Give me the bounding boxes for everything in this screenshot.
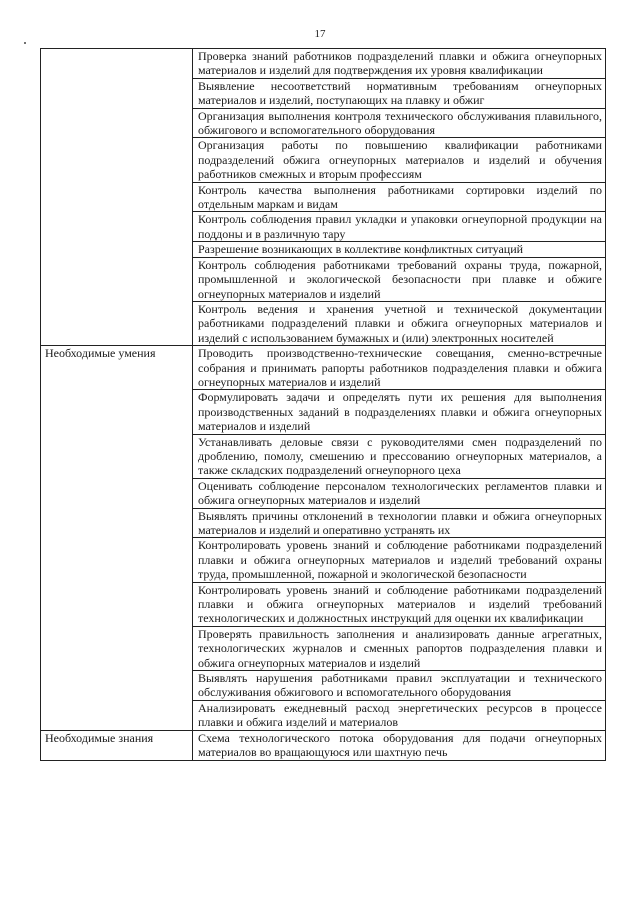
requirement-item: Контроль соблюдения работниками требований охраны труда, пожарной, промышленной и экологической безопасности при плавке и обжиге огнеупорных материалов и изделий: [193, 257, 606, 301]
requirement-item: Разрешение возникающих в коллективе конфликтных ситуаций: [193, 242, 606, 257]
requirement-item: Оценивать соблюдение персоналом технологических регламентов плавки и обжига огнеупорных материалов и изделий: [193, 478, 606, 508]
requirement-item: Организация выполнения контроля технического обслуживания плавильного, обжигового и вспомогательного оборудования: [193, 108, 606, 138]
requirements-table: [40, 48, 606, 761]
requirement-item: Выявление несоответствий нормативным требованиям огнеупорных материалов и изделий, поступающих на плавку и обжиг: [193, 78, 606, 108]
requirement-item: Контролировать уровень знаний и соблюдение работниками подразделений плавки и обжига огнеупорных материалов и изделий требований охраны труда, промышленной, пожарной и экологической безопасности: [193, 538, 606, 582]
requirement-item: Контроль ведения и хранения учетной и технической документации работниками подразделений плавки и обжига огнеупорных материалов и изделий с использованием бумажных и (или) электронных носителей: [193, 301, 606, 345]
requirement-item: Проводить производственно-технические совещания, сменно-встречные собрания и принимать рапорты работников подразделения плавки и обжига огнеупорных материалов и изделий: [193, 346, 606, 390]
category-cell: Необходимые знания: [41, 730, 193, 760]
requirement-item: Контроль соблюдения правил укладки и упаковки огнеупорной продукции на поддоны и в различную тару: [193, 212, 606, 242]
page-number: 17: [314, 28, 326, 40]
requirement-item: Схема технологического потока оборудования для подачи огнеупорных материалов во вращающуюся или шахтную печь: [193, 730, 606, 760]
requirement-item: Формулировать задачи и определять пути их решения для выполнения производственных заданий в подразделениях плавки и обжига огнеупорных материалов и изделий: [193, 390, 606, 434]
requirement-item: Анализировать ежедневный расход энергетических ресурсов в процессе плавки и обжига изделий и материалов: [193, 700, 606, 730]
requirement-item: Контролировать уровень знаний и соблюдение работниками подразделений плавки и обжига огнеупорных материалов и изделий требований технологических и должностных инструкций для оценки их квалификации: [193, 582, 606, 626]
requirement-item: Контроль качества выполнения работниками сортировки изделий по отдельным маркам и видам: [193, 182, 606, 212]
requirement-item: Выявлять нарушения работниками правил эксплуатации и технического обслуживания обжигового и вспомогательного оборудования: [193, 671, 606, 701]
category-cell: [41, 49, 193, 346]
requirement-item: Организация работы по повышению квалификации работниками подразделений обжига огнеупорных материалов и изделий и обучения работников смежных и вторым профессиям: [193, 138, 606, 182]
table-row: [41, 49, 606, 79]
requirement-item: Выявлять причины отклонений в технологии плавки и обжига огнеупорных материалов и изделий и оперативно устранять их: [193, 508, 606, 538]
requirement-item: Проверять правильность заполнения и анализировать данные агрегатных, технологических журналов и сменных рапортов подразделения плавки и обжига огнеупорных материалов и изделий: [193, 626, 606, 670]
requirement-item: Проверка знаний работников подразделений плавки и обжига огнеупорных материалов и изделий для подтверждения их уровня квалификации: [193, 49, 606, 79]
category-cell: Необходимые умения: [41, 346, 193, 731]
table-row: [41, 346, 606, 390]
table-row: [41, 730, 606, 760]
margin-mark: [24, 42, 26, 44]
requirement-item: Устанавливать деловые связи с руководителями смен подразделений по дроблению, помолу, смешению и прессованию огнеупорных материалов, а также складских подразделений огнеупорного цеха: [193, 434, 606, 478]
